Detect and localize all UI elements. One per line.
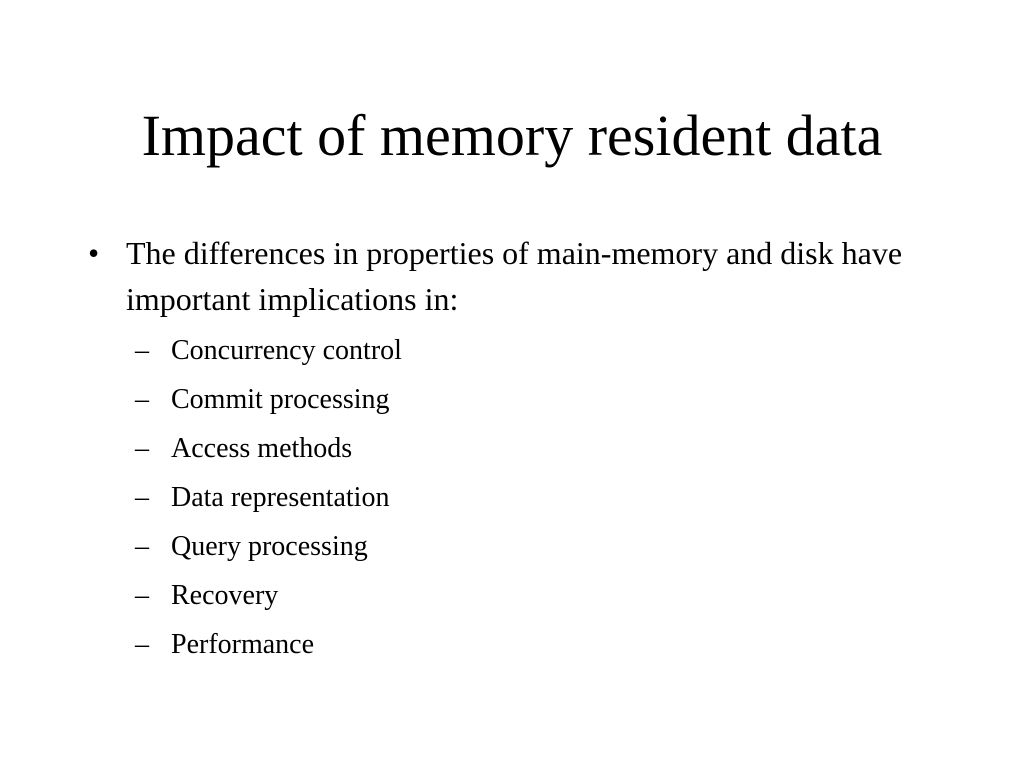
sub-item-concurrency-control bbox=[135, 326, 960, 375]
sub-item-label: Access methods bbox=[171, 433, 353, 464]
sub-item-label: Commit processing bbox=[171, 384, 390, 415]
sub-list bbox=[80, 326, 960, 669]
sub-item-recovery bbox=[135, 571, 960, 620]
slide-body bbox=[80, 230, 960, 669]
sub-item-label: Performance bbox=[171, 629, 315, 660]
slide-title: Impact of memory resident data bbox=[141, 103, 883, 168]
dash-icon: – bbox=[135, 335, 149, 366]
sub-item-performance bbox=[135, 620, 960, 669]
sub-item-label: Data representation bbox=[171, 482, 390, 513]
dash-icon: – bbox=[135, 384, 149, 415]
sub-item-label: Recovery bbox=[171, 580, 279, 611]
sub-item-commit-processing bbox=[135, 375, 960, 424]
dash-icon: – bbox=[135, 482, 149, 513]
dash-icon: – bbox=[135, 629, 149, 660]
bullet-icon: • bbox=[88, 235, 100, 271]
sub-item-data-representation bbox=[135, 473, 960, 522]
bullet-text: The differences in properties of main-memory and disk have important implications in: bbox=[126, 235, 903, 317]
dash-icon: – bbox=[135, 531, 149, 562]
dash-icon: – bbox=[135, 433, 149, 464]
sub-item-label: Concurrency control bbox=[171, 335, 402, 366]
sub-item-query-processing bbox=[135, 522, 960, 571]
sub-item-label: Query processing bbox=[171, 531, 368, 562]
dash-icon: – bbox=[135, 580, 149, 611]
sub-item-access-methods bbox=[135, 424, 960, 473]
bullet-item bbox=[80, 230, 960, 322]
